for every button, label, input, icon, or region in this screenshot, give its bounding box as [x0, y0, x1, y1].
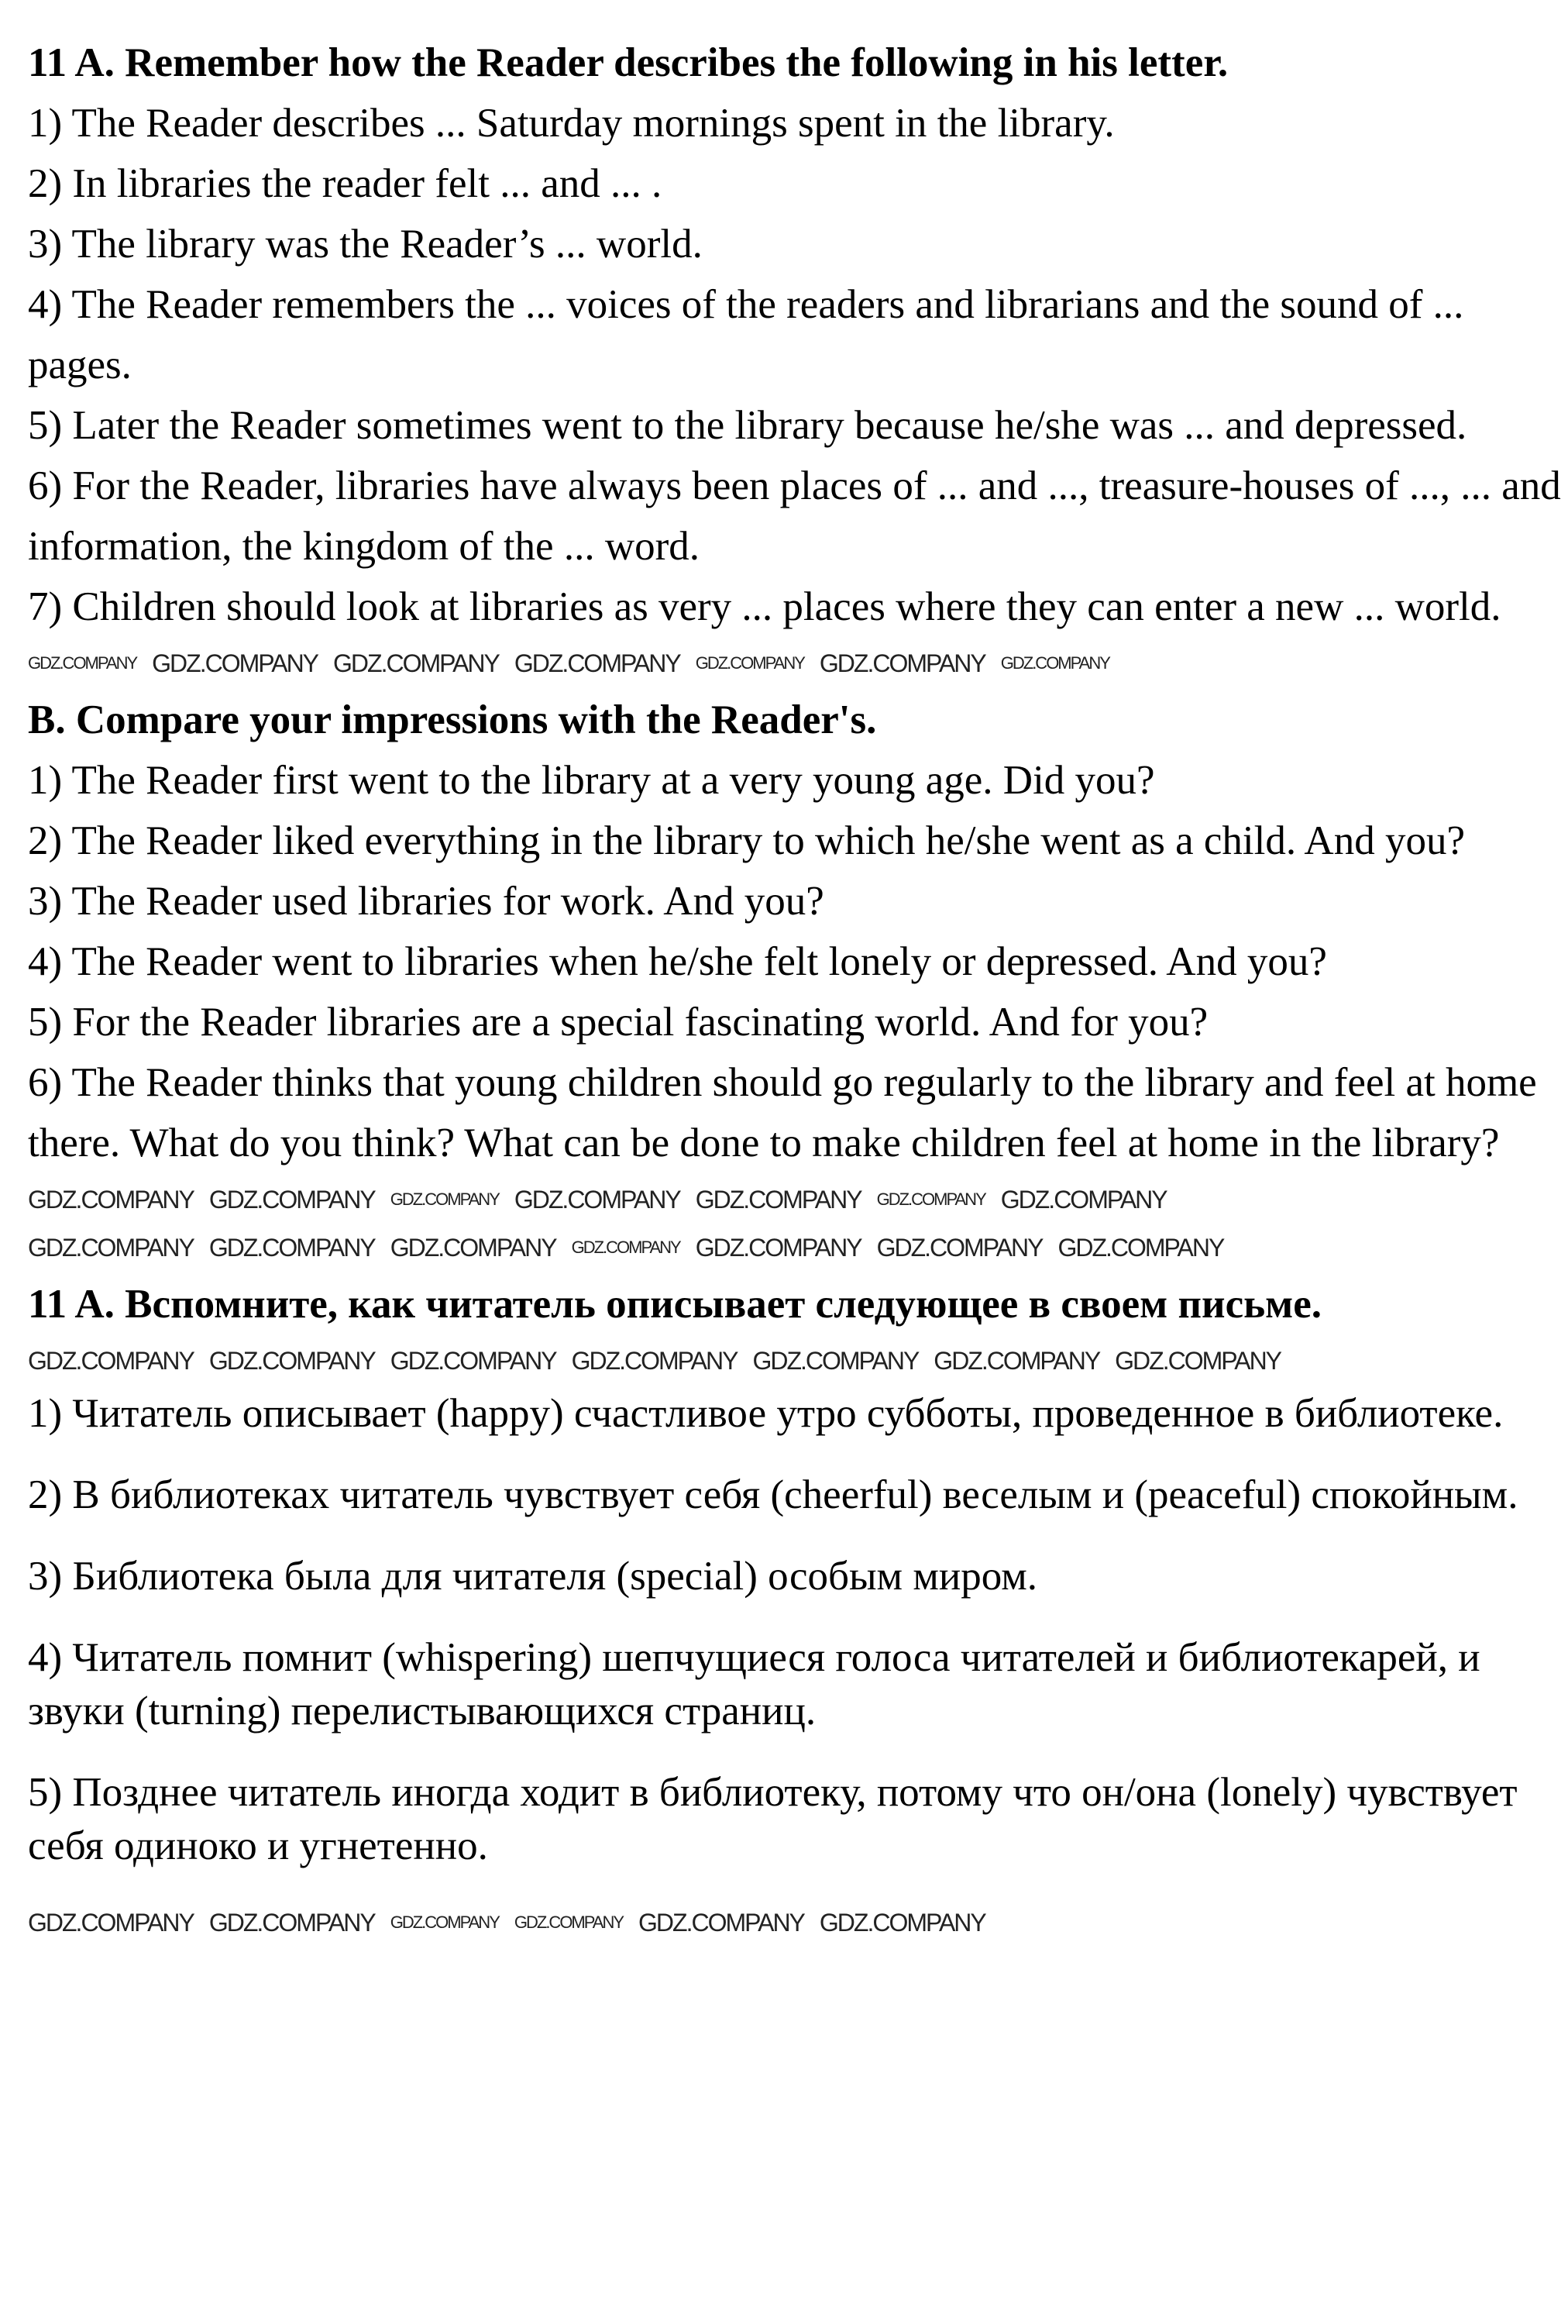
watermark: GDZ.COMPANY — [208, 1234, 375, 1262]
watermark: GDZ.COMPANY — [390, 1190, 499, 1209]
exercise-item: 1) The Reader describes ... Saturday mornings spent in the library. — [28, 101, 1115, 146]
watermark: GDZ.COMPANY — [390, 1913, 499, 1932]
exercise-item: 3) The Reader used libraries for work. And you? — [28, 879, 824, 924]
watermark: GDZ.COMPANY — [333, 649, 499, 677]
watermark: GDZ.COMPANY — [819, 649, 985, 677]
watermark: GDZ.COMPANY — [571, 1238, 680, 1257]
watermark: GDZ.COMPANY — [876, 1234, 1043, 1262]
exercise-item: 4) The Reader went to libraries when he/she felt lonely or depressed. And you? — [28, 939, 1327, 984]
russian-heading: 11 A. Вспомните, как читатель описывает следующее в своем письме. — [28, 1282, 1322, 1327]
watermark: GDZ.COMPANY — [571, 1347, 738, 1375]
watermark: GDZ.COMPANY — [638, 1909, 804, 1937]
exercise-11a-heading: 11 A. Remember how the Reader describes the following in his letter. — [28, 40, 1229, 85]
watermark: GDZ.COMPANY — [28, 1234, 194, 1262]
russian-item: 1) Читатель описывает (happy) счастливое утро субботы, проведенное в библиотеке. — [28, 1391, 1504, 1436]
watermark: GDZ.COMPANY — [28, 1186, 194, 1214]
watermark: GDZ.COMPANY — [1000, 1186, 1167, 1214]
exercise-item: 2) In libraries the reader felt ... and ... . — [28, 161, 662, 206]
watermark: GDZ.COMPANY — [1000, 653, 1109, 673]
watermark: GDZ.COMPANY — [514, 649, 680, 677]
watermark-row — [28, 1178, 1562, 1221]
exercise-item: 5) For the Reader libraries are a special fascinating world. And for you? — [28, 1000, 1209, 1045]
watermark: GDZ.COMPANY — [390, 1234, 556, 1262]
exercise-item: 2) The Reader liked everything in the library to which he/she went as a child. And you? — [28, 818, 1465, 863]
watermark: GDZ.COMPANY — [208, 1909, 375, 1937]
watermark: GDZ.COMPANY — [1057, 1234, 1224, 1262]
watermark: GDZ.COMPANY — [514, 1913, 624, 1932]
watermark: GDZ.COMPANY — [208, 1347, 375, 1375]
watermark: GDZ.COMPANY — [390, 1347, 556, 1375]
exercise-item: 7) Children should look at libraries as very ... places where they can enter a new ... world. — [28, 584, 1501, 629]
exercise-item: 6) The Reader thinks that young children should go regularly to the library and feel at home there. What do you think? What can be done to make children feel at home in the library? — [28, 1060, 1537, 1165]
watermark: GDZ.COMPANY — [514, 1186, 680, 1214]
exercise-item: 4) The Reader remembers the ... voices of the readers and librarians and the sound of ... pages. — [28, 282, 1464, 387]
watermark-row — [28, 1226, 1562, 1269]
watermark: GDZ.COMPANY — [152, 649, 318, 677]
watermark: GDZ.COMPANY — [695, 653, 804, 673]
watermark: GDZ.COMPANY — [28, 653, 137, 673]
exercise-item: 6) For the Reader, libraries have always been places of ... and ..., treasure-houses of ..., ... and information, the kingdom of the ... word. — [28, 463, 1561, 569]
russian-item: 5) Позднее читатель иногда ходит в библиотеку, потому что он/она (lonely) чувствует себя одиноко и угнетенно. — [28, 1770, 1518, 1868]
exercise-item: 5) Later the Reader sometimes went to the library because he/she was ... and depressed. — [28, 403, 1467, 448]
russian-item: 4) Читатель помнит (whispering) шепчущиеся голоса читателей и библиотекарей, и звуки (turning) перелистывающихся страниц. — [28, 1635, 1480, 1734]
watermark: GDZ.COMPANY — [752, 1347, 919, 1375]
watermark: GDZ.COMPANY — [695, 1186, 861, 1214]
watermark: GDZ.COMPANY — [695, 1234, 861, 1262]
watermark-row — [28, 1901, 1562, 1944]
watermark: GDZ.COMPANY — [819, 1909, 985, 1937]
watermark: GDZ.COMPANY — [28, 1347, 194, 1375]
watermark-row — [28, 1339, 1562, 1382]
watermark: GDZ.COMPANY — [934, 1347, 1100, 1375]
watermark: GDZ.COMPANY — [1115, 1347, 1281, 1375]
exercise-b-heading: B. Compare your impressions with the Reader's. — [28, 697, 877, 742]
watermark: GDZ.COMPANY — [208, 1186, 375, 1214]
russian-item: 3) Библиотека была для читателя (special) особым миром. — [28, 1554, 1038, 1599]
exercise-item: 1) The Reader first went to the library at a very young age. Did you? — [28, 758, 1155, 803]
exercise-item: 3) The library was the Reader’s ... world. — [28, 222, 703, 267]
watermark-row — [28, 642, 1562, 685]
watermark: GDZ.COMPANY — [876, 1190, 985, 1209]
watermark: GDZ.COMPANY — [28, 1909, 194, 1937]
russian-item: 2) В библиотеках читатель чувствует себя (cheerful) веселым и (peaceful) спокойным. — [28, 1472, 1518, 1517]
